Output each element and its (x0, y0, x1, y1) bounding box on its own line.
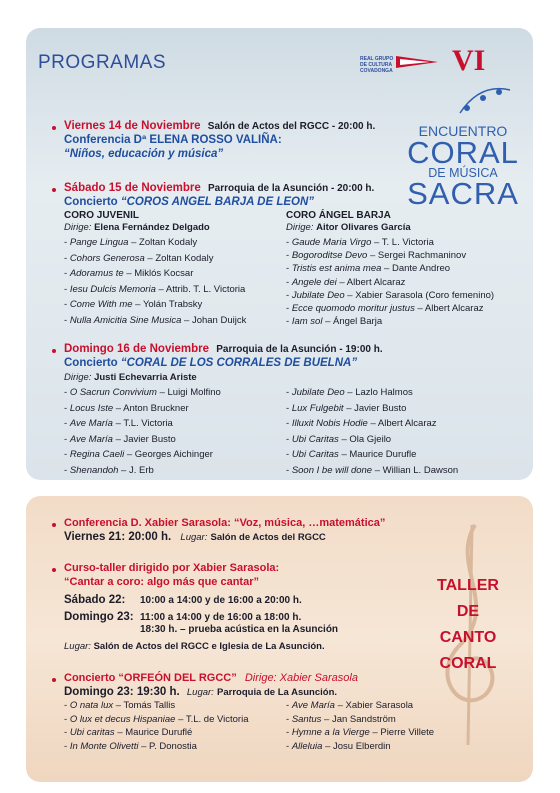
composer: Zoltan Kodaly (155, 252, 214, 264)
programas-heading: PROGRAMAS (38, 52, 167, 73)
taller-word: DE (456, 603, 480, 620)
f3-title: Concierto “ORFEÓN DEL RGCC” (64, 672, 237, 684)
f3-place: Parroquia de La Asunción. (217, 687, 338, 698)
sacra-label: SACRA (407, 176, 519, 211)
list-item (64, 299, 284, 311)
dash: - (286, 433, 292, 445)
event-3-right-list (286, 387, 516, 480)
work-title: In Monte Olivetti (69, 740, 139, 752)
work-title: Cohors Generosa (69, 252, 145, 264)
separator: – (344, 289, 356, 301)
list-item (286, 237, 526, 249)
composer: Luigi Molfino (167, 387, 221, 398)
dash: - (286, 727, 292, 738)
event-3-title: “CORAL DE LOS CORRALES DE BUELNA” (120, 357, 358, 369)
dash: - (64, 740, 70, 752)
f2-day-1-label: Sábado 22: (64, 594, 126, 606)
dash: - (64, 727, 70, 738)
f1-day: Viernes 21: (64, 531, 126, 543)
bullet (52, 568, 56, 572)
work-title: Alleluia (291, 740, 323, 752)
composer: Albert Alcaraz (424, 302, 484, 314)
work-title: Ubi Caritas (291, 433, 339, 445)
list-item (286, 250, 526, 262)
separator: – (156, 387, 168, 398)
composer: Attrib. T. L. Victoria (165, 283, 246, 295)
f2-day-1-time: 10:00 a 14:00 y de 16:00 a 20:00 h. (140, 595, 302, 606)
list-item (64, 449, 274, 461)
list-item (286, 741, 486, 753)
event-2-title-line (64, 195, 314, 209)
composer: J. Erb (128, 464, 154, 476)
composer: Willian L. Dawson (382, 464, 459, 476)
f1-time: 20:00 h. (128, 531, 172, 543)
svg-text:REAL GRUPO: REAL GRUPO (360, 56, 394, 62)
event-1-title: Conferencia Dª ELENA ROSSO VALIÑA: (64, 134, 282, 146)
separator: – (124, 449, 135, 460)
dash: - (286, 740, 292, 752)
list-item (286, 449, 516, 461)
event-3-header (64, 342, 383, 357)
separator: – (144, 252, 156, 264)
bullet (52, 523, 56, 527)
work-title: Locus Iste (69, 402, 114, 414)
composer: Albert Alcaraz (346, 276, 406, 288)
list-item (286, 727, 486, 739)
encuentro-label: ENCUENTRO (418, 123, 508, 139)
dash: - (64, 268, 70, 279)
list-item (286, 403, 516, 415)
list-item (286, 303, 526, 315)
event-1-date: Viernes 14 de Noviembre (64, 120, 201, 132)
f2-day-2-time: 11:00 a 14:00 y de 16:00 a 18:00 h. (140, 612, 302, 623)
dirige-label: Dirige: (64, 372, 92, 383)
separator: – (344, 387, 356, 398)
work-title: Come With me (69, 299, 133, 310)
list-item (64, 253, 284, 265)
list-item (64, 403, 274, 415)
work-title: Lux Fulgebit (291, 402, 344, 414)
list-item (286, 387, 516, 399)
separator: – (155, 283, 166, 295)
list-item (286, 434, 516, 446)
event-3-title-line (64, 356, 357, 370)
dash: - (286, 276, 292, 288)
composer: Maurice Duruflé (125, 727, 193, 738)
dash: - (286, 302, 292, 314)
f1-title: Conferencia D. Xabier Sarasola: “Voz, música, …matemática” (64, 517, 386, 529)
list-item (64, 434, 274, 446)
dash: - (64, 713, 70, 725)
concierto-label: Concierto (64, 357, 118, 369)
list-item (64, 268, 284, 280)
work-title: O lux et decus Hispaniae (69, 713, 176, 725)
rgcc-logo-icon (360, 52, 440, 74)
list-item (64, 741, 279, 753)
list-item (286, 714, 486, 726)
composer: P. Donostia (149, 740, 197, 752)
composer: Josu Elberdin (333, 740, 391, 752)
event-2-place: Parroquia de la Asunción - 20:00 h. (207, 183, 375, 194)
f1-when (64, 530, 326, 545)
work-title: Iesu Dulcis Memoria (69, 283, 156, 295)
separator: – (322, 316, 333, 328)
work-title: Bogoroditse Devo (291, 250, 368, 262)
music-notes-icon (455, 78, 515, 118)
separator: – (369, 727, 381, 738)
separator: – (123, 268, 135, 279)
taller-canto-coral (430, 573, 506, 677)
director-name: Justi Echevarria Ariste (94, 372, 197, 383)
separator: – (112, 418, 124, 429)
composer: Xabier Sarasola (345, 700, 414, 711)
list-item (64, 465, 274, 477)
event-2-date: Sábado 15 de Noviembre (64, 182, 201, 194)
composer: Johan Duijck (191, 314, 247, 326)
work-title: Ecce quomodo moritur justus (291, 302, 415, 314)
dash: - (64, 402, 70, 414)
dash: - (286, 464, 292, 476)
separator: – (371, 237, 382, 248)
composer: Javier Busto (354, 402, 407, 414)
separator: – (367, 418, 378, 429)
de-musica-label: DE MÚSICA (428, 166, 498, 180)
separator: – (372, 464, 383, 476)
composer: Pierre Villete (380, 727, 435, 738)
work-title: Ubi Caritas (291, 449, 339, 460)
concierto-label: Concierto (64, 196, 118, 208)
dash: - (286, 387, 292, 398)
f3-director: Dirige: Xabier Sarasola (244, 672, 358, 684)
coro-barja-director (286, 222, 526, 234)
composer: Sergei Rachmaninov (377, 250, 467, 262)
taller-word: TALLER (437, 577, 499, 594)
separator: – (128, 237, 140, 248)
event-1-header (64, 119, 375, 134)
work-title: Iam sol (291, 316, 323, 328)
dash: - (64, 433, 70, 445)
separator: – (343, 402, 355, 414)
coro-barja-heading: CORO ÁNGEL BARJA (286, 210, 391, 221)
f2-title-1: Curso-taller dirigido por Xabier Sarasola: (64, 562, 280, 574)
composer: T.L. de Victoria (185, 713, 249, 725)
svg-text:COVADONGA: COVADONGA (360, 68, 393, 74)
dash: - (64, 314, 70, 326)
list-item (286, 316, 526, 328)
dash: - (286, 700, 292, 711)
dash: - (286, 449, 292, 460)
f3-right-list (286, 700, 486, 754)
work-title: Santus (291, 713, 322, 725)
composer: Zoltan Kodaly (139, 237, 198, 248)
composer: Yolán Trabsky (142, 299, 203, 310)
composer: Lazlo Halmos (355, 387, 413, 398)
svg-text:DE CULTURA: DE CULTURA (360, 62, 393, 68)
work-title: Regina Caeli (69, 449, 125, 460)
work-title: Nulla Amicitia Sine Musica (69, 314, 182, 326)
coro-juvenil-director (64, 222, 284, 234)
lugar-label: Lugar: (186, 687, 214, 698)
list-item (64, 418, 274, 430)
separator: – (367, 250, 378, 262)
separator: – (322, 740, 334, 752)
work-title: Soon I be will done (291, 464, 373, 476)
coro-barja-block (286, 210, 526, 329)
work-title: Pange Lingua (69, 237, 129, 248)
event-2-title: “COROS ANGEL BARJA DE LEON” (120, 196, 315, 208)
work-title: O nata lux (69, 700, 114, 711)
separator: – (336, 276, 347, 288)
separator: – (414, 302, 425, 314)
director-name: Aitor Olivares García (316, 222, 411, 233)
f3-when (64, 685, 337, 700)
event-3-place: Parroquia de la Asunción - 19:00 h. (216, 344, 383, 355)
f2-day-2 (64, 610, 301, 625)
lugar-label: Lugar: (180, 532, 208, 543)
dirige-label: Dirige: (286, 222, 314, 233)
separator: – (175, 713, 186, 725)
work-title: Shenandoh (69, 464, 119, 476)
dash: - (64, 449, 70, 460)
separator: – (118, 464, 129, 476)
dash: - (64, 283, 70, 295)
separator: – (114, 727, 126, 738)
coro-barja-list (286, 237, 526, 328)
f3-time: 19:30 h. (136, 686, 180, 698)
dash: - (286, 237, 292, 248)
f2-day-1 (64, 593, 302, 608)
dash: - (286, 713, 292, 725)
dash: - (64, 418, 70, 429)
bullet (52, 349, 56, 353)
dash: - (64, 387, 70, 398)
taller-word: CANTO (439, 629, 497, 646)
work-title: Ave María (69, 433, 113, 445)
coro-juvenil-block (64, 210, 284, 330)
list-item (286, 277, 526, 289)
f2-day-2-label: Domingo 23: (64, 611, 134, 623)
composer: T. L. Victoria (381, 237, 434, 248)
dash: - (64, 299, 70, 310)
work-title: Jubilate Deo (291, 387, 345, 398)
event-3-director (64, 372, 197, 384)
dash: - (286, 250, 292, 262)
bullet (52, 678, 56, 682)
work-title: Illuxit Nobis Hodie (291, 418, 368, 429)
composer: Anton Bruckner (123, 402, 189, 414)
composer: T.L. Victoria (123, 418, 173, 429)
separator: – (334, 700, 346, 711)
taller-word: CORAL (439, 655, 497, 672)
event-1-place: Salón de Actos del RGCC - 20:00 h. (207, 121, 376, 132)
work-title: Tristis est anima mea (291, 263, 382, 275)
dash: - (64, 464, 70, 476)
work-title: Angele dei (291, 276, 337, 288)
work-title: Ave María (291, 700, 335, 711)
composer: Dante Andreo (391, 263, 451, 275)
list-item (286, 700, 486, 712)
composer: Xabier Sarasola (Coro femenino) (355, 289, 495, 301)
dash: - (64, 237, 70, 248)
work-title: Adoramus te (69, 268, 124, 279)
work-title: O Sacrun Convivium (69, 387, 157, 398)
work-title: Ave María (69, 418, 113, 429)
composer: Javier Busto (123, 433, 176, 445)
dirige-label: Dirige: (64, 222, 92, 233)
list-item (64, 727, 279, 739)
separator: – (138, 740, 150, 752)
work-title: Jubilate Deo (291, 289, 345, 301)
dash: - (286, 418, 292, 429)
composer: Tomás Tallis (123, 700, 176, 711)
f2-lugar (64, 641, 325, 653)
separator: – (132, 299, 143, 310)
f3-left-list (64, 700, 279, 754)
event-3-left-list (64, 387, 274, 480)
bullet (52, 188, 56, 192)
list-item (64, 284, 284, 296)
list-item (286, 290, 526, 302)
separator: – (381, 263, 392, 275)
list-item (64, 714, 279, 726)
composer: Jan Sandström (331, 713, 396, 725)
director-name: Elena Fernández Delgado (94, 222, 210, 233)
list-item (64, 237, 284, 249)
work-title: Gaude Maria Virgo (291, 237, 372, 248)
event-3-date: Domingo 16 de Noviembre (64, 343, 210, 355)
f1-place: Salón de Actos del RGCC (210, 532, 326, 543)
dash: - (64, 700, 70, 711)
separator: – (112, 433, 124, 445)
separator: – (338, 433, 350, 445)
separator: – (113, 402, 124, 414)
f2-place: Salón de Actos del RGCC e Iglesia de La Asunción. (93, 641, 325, 652)
composer: Albert Alcaraz (377, 418, 437, 429)
coral-label: CORAL (407, 135, 519, 170)
work-title: Ubi caritas (69, 727, 115, 738)
work-title: Hymne a la Vierge (291, 727, 370, 738)
composer: Maurice Durufle (349, 449, 417, 460)
f3-day: Domingo 23: (64, 686, 134, 698)
dash: - (64, 252, 70, 264)
event-1-subtitle: “Niños, educación y música” (64, 148, 224, 160)
composer: Ángel Barja (333, 316, 383, 328)
dash: - (286, 263, 292, 275)
rgcc-logo (360, 52, 440, 74)
f3-title-line (64, 671, 358, 685)
composer: Miklós Kocsar (134, 268, 194, 279)
bullet (52, 126, 56, 130)
separator: – (181, 314, 192, 326)
f2-title-2: “Cantar a coro: algo más que cantar” (64, 576, 259, 588)
coro-juvenil-heading: CORO JUVENIL (64, 210, 140, 221)
composer: Ola Gjeilo (349, 433, 392, 445)
f2-prueba: 18:30 h. – prueba acústica en la Asunción (140, 624, 339, 635)
list-item (286, 465, 516, 477)
separator: – (338, 449, 350, 460)
dash: - (286, 316, 292, 328)
event-2-header (64, 181, 374, 196)
dash: - (286, 402, 292, 414)
list-item (286, 418, 516, 430)
list-item (286, 263, 526, 275)
lugar-label: Lugar: (64, 641, 91, 652)
separator: – (113, 700, 124, 711)
list-item (64, 700, 279, 712)
coro-juvenil-list (64, 237, 284, 327)
dash: - (286, 289, 292, 301)
list-item (64, 387, 274, 399)
separator: – (321, 713, 332, 725)
list-item (64, 315, 284, 327)
composer: Georges Aichinger (134, 449, 213, 460)
edition-number: VI (452, 44, 486, 77)
